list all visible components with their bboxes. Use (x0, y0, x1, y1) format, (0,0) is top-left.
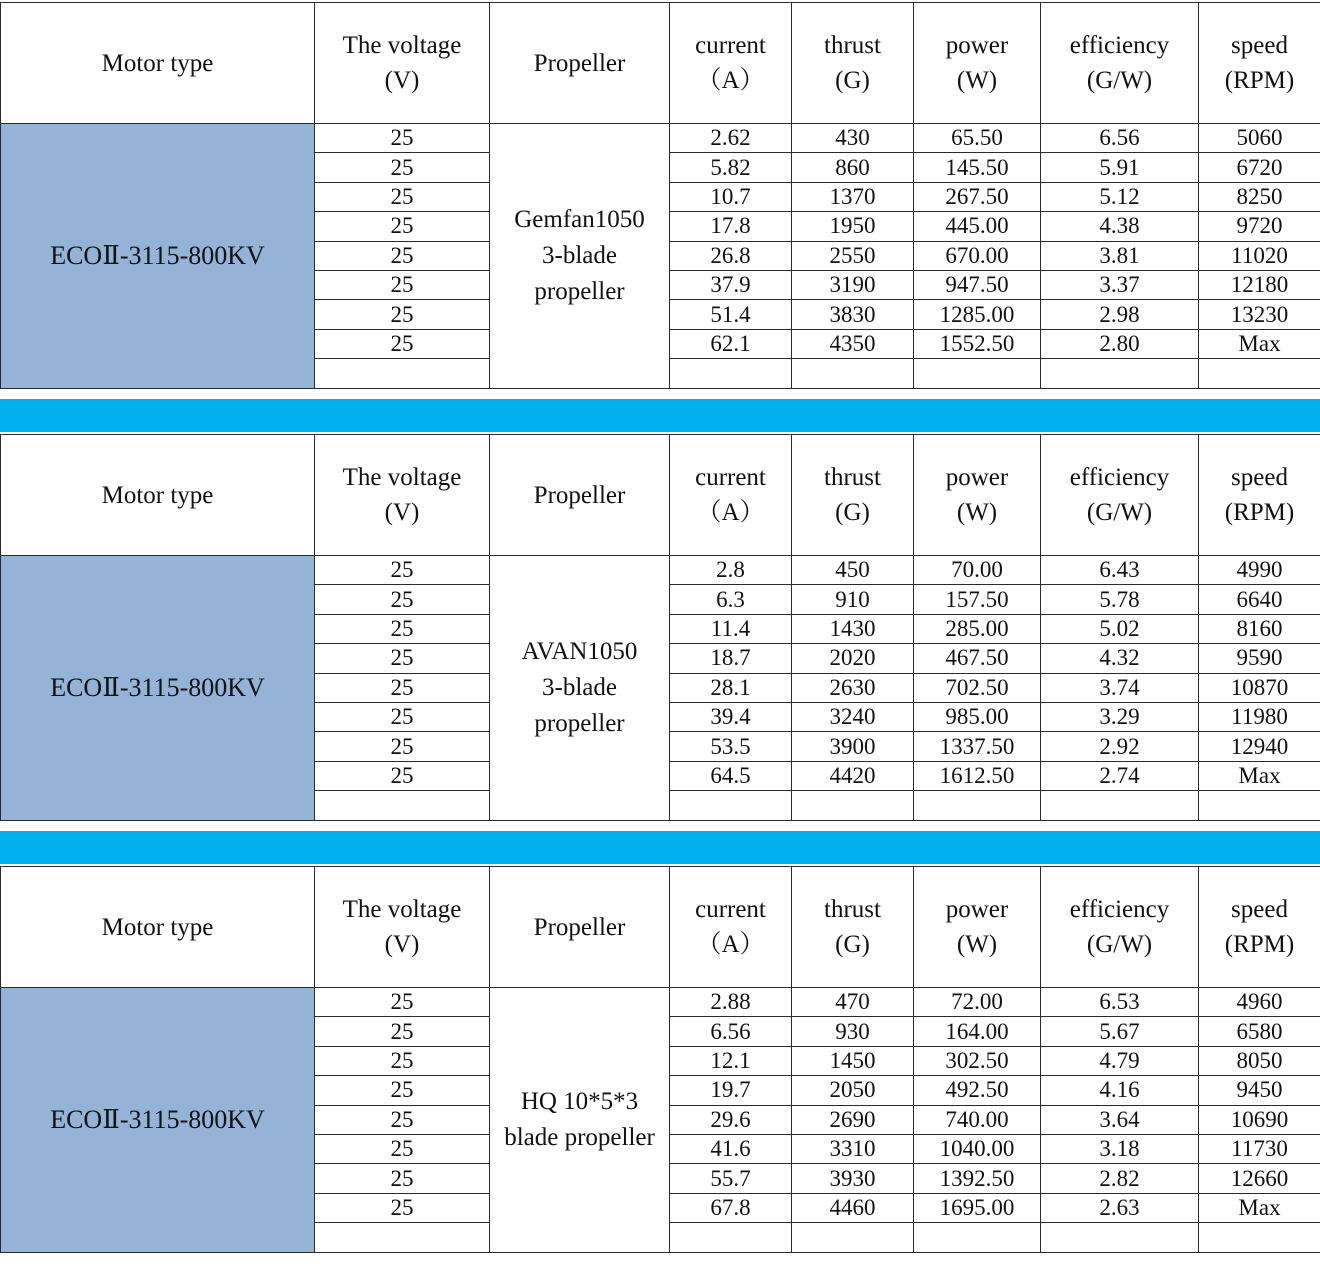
header-voltage-line: The voltage (342, 464, 462, 491)
header-current-line: current (695, 32, 766, 59)
header-power-line: power (945, 464, 1009, 491)
speed-cell: 8160 (1199, 614, 1320, 643)
propeller-line: Gemfan1050 (514, 205, 645, 233)
header-current (670, 3, 792, 124)
efficiency-cell: 5.12 (1041, 182, 1199, 211)
speed-cell: 13230 (1199, 300, 1320, 329)
header-speed-line: speed (1231, 32, 1288, 59)
header-speed-line: (RPM) (1224, 931, 1295, 958)
spec-table-block-2 (0, 434, 1320, 821)
header-current-line: current (695, 464, 766, 491)
header-current-line: （A） (696, 67, 765, 94)
efficiency-cell (1041, 1223, 1199, 1252)
header-power-line: power (945, 896, 1009, 923)
efficiency-cell: 2.63 (1041, 1193, 1199, 1222)
header-voltage-line: (V) (384, 931, 420, 958)
current-cell: 41.6 (670, 1134, 792, 1163)
header-power-line: (W) (956, 499, 998, 526)
header-speed (1199, 3, 1320, 124)
efficiency-cell: 5.91 (1041, 153, 1199, 182)
current-cell (670, 1223, 792, 1252)
current-cell: 29.6 (670, 1105, 792, 1134)
propeller-line: propeller (534, 277, 625, 305)
power-cell: 1285.00 (914, 300, 1041, 329)
power-cell: 492.50 (914, 1076, 1041, 1105)
voltage-cell: 25 (315, 241, 490, 270)
power-cell: 702.50 (914, 673, 1041, 702)
header-efficiency-line: (G/W) (1086, 499, 1153, 526)
current-cell (670, 791, 792, 820)
voltage-cell: 25 (315, 212, 490, 241)
header-motor-type (1, 867, 315, 988)
power-cell: 947.50 (914, 270, 1041, 299)
voltage-cell: 25 (315, 614, 490, 643)
thrust-cell: 2020 (792, 644, 914, 673)
header-efficiency-line: efficiency (1069, 32, 1170, 59)
header-voltage-line: (V) (384, 499, 420, 526)
thrust-cell: 450 (792, 556, 914, 585)
header-voltage-line: (V) (384, 67, 420, 94)
speed-cell: 4990 (1199, 556, 1320, 585)
header-power (914, 435, 1041, 556)
thrust-cell (792, 791, 914, 820)
power-cell: 1392.50 (914, 1164, 1041, 1193)
header-motor-type-text: Motor type (101, 49, 214, 77)
thrust-cell: 3930 (792, 1164, 914, 1193)
header-voltage (315, 3, 490, 124)
thrust-cell: 430 (792, 124, 914, 153)
header-efficiency (1041, 867, 1199, 988)
voltage-cell: 25 (315, 329, 490, 358)
speed-cell: 12940 (1199, 732, 1320, 761)
current-cell: 5.82 (670, 153, 792, 182)
header-thrust-line: (G) (835, 931, 870, 958)
power-cell: 145.50 (914, 153, 1041, 182)
thrust-cell: 2630 (792, 673, 914, 702)
speed-cell: 8250 (1199, 182, 1320, 211)
voltage-cell: 25 (315, 270, 490, 299)
table-row (1, 124, 1320, 153)
thrust-cell: 470 (792, 988, 914, 1017)
thrust-cell: 1950 (792, 212, 914, 241)
current-cell: 19.7 (670, 1076, 792, 1105)
thrust-cell: 1370 (792, 182, 914, 211)
current-cell: 2.88 (670, 988, 792, 1017)
speed-cell: Max (1199, 329, 1320, 358)
thrust-cell (792, 359, 914, 388)
motor-type-value: ECOⅡ-3115-800KV (50, 672, 265, 702)
speed-cell: 12660 (1199, 1164, 1320, 1193)
header-power-line: (W) (956, 67, 998, 94)
current-cell: 55.7 (670, 1164, 792, 1193)
propeller-cell (490, 124, 670, 389)
header-efficiency-line: efficiency (1069, 464, 1170, 491)
efficiency-cell: 3.29 (1041, 702, 1199, 731)
thrust-cell: 1430 (792, 614, 914, 643)
propeller-line: blade propeller (504, 1123, 655, 1151)
spec-table-block-1 (0, 2, 1320, 389)
speed-cell (1199, 359, 1320, 388)
motor-type-cell (1, 124, 315, 389)
power-cell: 70.00 (914, 556, 1041, 585)
power-cell (914, 791, 1041, 820)
speed-cell (1199, 791, 1320, 820)
header-speed-line: speed (1231, 464, 1288, 491)
thrust-cell: 4420 (792, 761, 914, 790)
current-cell: 39.4 (670, 702, 792, 731)
power-cell: 1612.50 (914, 761, 1041, 790)
current-cell: 17.8 (670, 212, 792, 241)
power-cell: 985.00 (914, 702, 1041, 731)
current-cell: 67.8 (670, 1193, 792, 1222)
efficiency-cell: 3.81 (1041, 241, 1199, 270)
speed-cell: 10690 (1199, 1105, 1320, 1134)
speed-cell (1199, 1223, 1320, 1252)
header-voltage-line: The voltage (342, 896, 462, 923)
header-power (914, 3, 1041, 124)
header-thrust-line: (G) (835, 67, 870, 94)
thrust-cell: 4460 (792, 1193, 914, 1222)
header-thrust-line: thrust (824, 32, 881, 59)
power-cell: 740.00 (914, 1105, 1041, 1134)
speed-cell: 10870 (1199, 673, 1320, 702)
header-propeller (490, 867, 670, 988)
propeller-line: propeller (534, 709, 625, 737)
power-cell: 65.50 (914, 124, 1041, 153)
power-cell: 72.00 (914, 988, 1041, 1017)
thrust-cell: 4350 (792, 329, 914, 358)
voltage-cell: 25 (315, 1017, 490, 1046)
speed-cell: 11020 (1199, 241, 1320, 270)
voltage-cell: 25 (315, 153, 490, 182)
header-thrust-line: thrust (824, 896, 881, 923)
header-speed-line: speed (1231, 896, 1288, 923)
header-voltage (315, 435, 490, 556)
separator-bar (0, 399, 1320, 432)
header-motor-type-text: Motor type (101, 913, 214, 941)
power-cell (914, 359, 1041, 388)
speed-cell: 5060 (1199, 124, 1320, 153)
propeller-cell (490, 988, 670, 1253)
efficiency-cell: 5.02 (1041, 614, 1199, 643)
header-thrust-line: thrust (824, 464, 881, 491)
speed-cell: 11980 (1199, 702, 1320, 731)
current-cell: 28.1 (670, 673, 792, 702)
efficiency-cell: 3.74 (1041, 673, 1199, 702)
efficiency-cell: 4.79 (1041, 1046, 1199, 1075)
header-power (914, 867, 1041, 988)
current-cell: 2.62 (670, 124, 792, 153)
thrust-cell: 2550 (792, 241, 914, 270)
efficiency-cell: 5.67 (1041, 1017, 1199, 1046)
motor-type-cell (1, 556, 315, 821)
speed-cell: 9720 (1199, 212, 1320, 241)
power-cell: 157.50 (914, 585, 1041, 614)
header-thrust (792, 867, 914, 988)
spec-table (0, 434, 1320, 821)
propeller-line: HQ 10*5*3 (520, 1087, 639, 1115)
current-cell: 64.5 (670, 761, 792, 790)
propeller-line: AVAN1050 (521, 637, 638, 665)
propeller-line: 3-blade (542, 673, 617, 701)
header-speed (1199, 435, 1320, 556)
thrust-cell: 3190 (792, 270, 914, 299)
speed-cell: 6720 (1199, 153, 1320, 182)
header-thrust-line: (G) (835, 499, 870, 526)
power-cell: 1040.00 (914, 1134, 1041, 1163)
thrust-cell: 860 (792, 153, 914, 182)
voltage-cell: 25 (315, 124, 490, 153)
header-motor-type (1, 435, 315, 556)
current-cell: 10.7 (670, 182, 792, 211)
thrust-cell: 930 (792, 1017, 914, 1046)
header-power-line: (W) (956, 931, 998, 958)
efficiency-cell: 3.64 (1041, 1105, 1199, 1134)
header-propeller-text: Propeller (533, 913, 626, 941)
efficiency-cell: 2.74 (1041, 761, 1199, 790)
header-thrust (792, 435, 914, 556)
thrust-cell: 3900 (792, 732, 914, 761)
voltage-cell: 25 (315, 732, 490, 761)
voltage-cell: 25 (315, 673, 490, 702)
voltage-cell: 25 (315, 1134, 490, 1163)
voltage-cell: 25 (315, 1193, 490, 1222)
current-cell: 6.56 (670, 1017, 792, 1046)
spec-table (0, 866, 1320, 1253)
header-motor-type-text: Motor type (101, 481, 214, 509)
header-propeller-text: Propeller (533, 481, 626, 509)
header-motor-type (1, 3, 315, 124)
voltage-cell: 25 (315, 761, 490, 790)
header-thrust (792, 3, 914, 124)
current-cell: 53.5 (670, 732, 792, 761)
current-cell: 37.9 (670, 270, 792, 299)
header-efficiency-line: (G/W) (1086, 67, 1153, 94)
speed-cell: 6580 (1199, 1017, 1320, 1046)
header-speed-line: (RPM) (1224, 499, 1295, 526)
header-speed (1199, 867, 1320, 988)
speed-cell: 11730 (1199, 1134, 1320, 1163)
voltage-cell: 25 (315, 556, 490, 585)
header-power-line: power (945, 32, 1009, 59)
efficiency-cell (1041, 791, 1199, 820)
header-current-line: （A） (696, 499, 765, 526)
speed-cell: 4960 (1199, 988, 1320, 1017)
propeller-line: 3-blade (542, 241, 617, 269)
voltage-cell: 25 (315, 1046, 490, 1075)
current-cell: 12.1 (670, 1046, 792, 1075)
speed-cell: Max (1199, 1193, 1320, 1222)
voltage-cell: 25 (315, 988, 490, 1017)
power-cell: 1695.00 (914, 1193, 1041, 1222)
speed-cell: 9450 (1199, 1076, 1320, 1105)
motor-type-cell (1, 988, 315, 1253)
header-propeller (490, 3, 670, 124)
header-row (1, 435, 1320, 556)
voltage-cell: 25 (315, 1076, 490, 1105)
voltage-cell: 25 (315, 300, 490, 329)
current-cell: 11.4 (670, 614, 792, 643)
thrust-cell: 2050 (792, 1076, 914, 1105)
power-cell: 445.00 (914, 212, 1041, 241)
speed-cell: 6640 (1199, 585, 1320, 614)
efficiency-cell: 2.92 (1041, 732, 1199, 761)
power-cell: 285.00 (914, 614, 1041, 643)
voltage-cell: 25 (315, 1105, 490, 1134)
header-current (670, 867, 792, 988)
voltage-cell (315, 791, 490, 820)
power-cell: 1337.50 (914, 732, 1041, 761)
current-cell (670, 359, 792, 388)
propeller-cell (490, 556, 670, 821)
header-row (1, 3, 1320, 124)
header-efficiency (1041, 435, 1199, 556)
voltage-cell (315, 359, 490, 388)
motor-type-value: ECOⅡ-3115-800KV (50, 1104, 265, 1134)
efficiency-cell: 2.82 (1041, 1164, 1199, 1193)
thrust-cell: 1450 (792, 1046, 914, 1075)
thrust-cell: 910 (792, 585, 914, 614)
voltage-cell: 25 (315, 644, 490, 673)
header-current-line: （A） (696, 931, 765, 958)
voltage-cell (315, 1223, 490, 1252)
power-cell: 302.50 (914, 1046, 1041, 1075)
efficiency-cell: 3.37 (1041, 270, 1199, 299)
current-cell: 51.4 (670, 300, 792, 329)
current-cell: 62.1 (670, 329, 792, 358)
efficiency-cell: 2.98 (1041, 300, 1199, 329)
current-cell: 2.8 (670, 556, 792, 585)
power-cell (914, 1223, 1041, 1252)
efficiency-cell: 6.53 (1041, 988, 1199, 1017)
power-cell: 1552.50 (914, 329, 1041, 358)
separator-bar (0, 831, 1320, 864)
power-cell: 164.00 (914, 1017, 1041, 1046)
efficiency-cell: 6.43 (1041, 556, 1199, 585)
voltage-cell: 25 (315, 702, 490, 731)
current-cell: 26.8 (670, 241, 792, 270)
header-efficiency-line: (G/W) (1086, 931, 1153, 958)
header-efficiency (1041, 3, 1199, 124)
current-cell: 6.3 (670, 585, 792, 614)
voltage-cell: 25 (315, 1164, 490, 1193)
efficiency-cell: 3.18 (1041, 1134, 1199, 1163)
voltage-cell: 25 (315, 585, 490, 614)
speed-cell: Max (1199, 761, 1320, 790)
efficiency-cell (1041, 359, 1199, 388)
efficiency-cell: 2.80 (1041, 329, 1199, 358)
header-propeller-text: Propeller (533, 49, 626, 77)
header-voltage-line: The voltage (342, 32, 462, 59)
speed-cell: 8050 (1199, 1046, 1320, 1075)
thrust-cell (792, 1223, 914, 1252)
header-row (1, 867, 1320, 988)
thrust-cell: 3310 (792, 1134, 914, 1163)
efficiency-cell: 4.16 (1041, 1076, 1199, 1105)
efficiency-cell: 4.32 (1041, 644, 1199, 673)
thrust-cell: 3240 (792, 702, 914, 731)
current-cell: 18.7 (670, 644, 792, 673)
efficiency-cell: 5.78 (1041, 585, 1199, 614)
header-efficiency-line: efficiency (1069, 896, 1170, 923)
spec-table-block-3 (0, 866, 1320, 1253)
thrust-cell: 3830 (792, 300, 914, 329)
power-cell: 467.50 (914, 644, 1041, 673)
header-speed-line: (RPM) (1224, 67, 1295, 94)
spec-table (0, 2, 1320, 389)
efficiency-cell: 6.56 (1041, 124, 1199, 153)
power-cell: 670.00 (914, 241, 1041, 270)
header-voltage (315, 867, 490, 988)
header-current (670, 435, 792, 556)
table-row (1, 556, 1320, 585)
header-propeller (490, 435, 670, 556)
voltage-cell: 25 (315, 182, 490, 211)
header-current-line: current (695, 896, 766, 923)
thrust-cell: 2690 (792, 1105, 914, 1134)
efficiency-cell: 4.38 (1041, 212, 1199, 241)
table-row (1, 988, 1320, 1017)
power-cell: 267.50 (914, 182, 1041, 211)
speed-cell: 12180 (1199, 270, 1320, 299)
speed-cell: 9590 (1199, 644, 1320, 673)
motor-type-value: ECOⅡ-3115-800KV (50, 240, 265, 270)
